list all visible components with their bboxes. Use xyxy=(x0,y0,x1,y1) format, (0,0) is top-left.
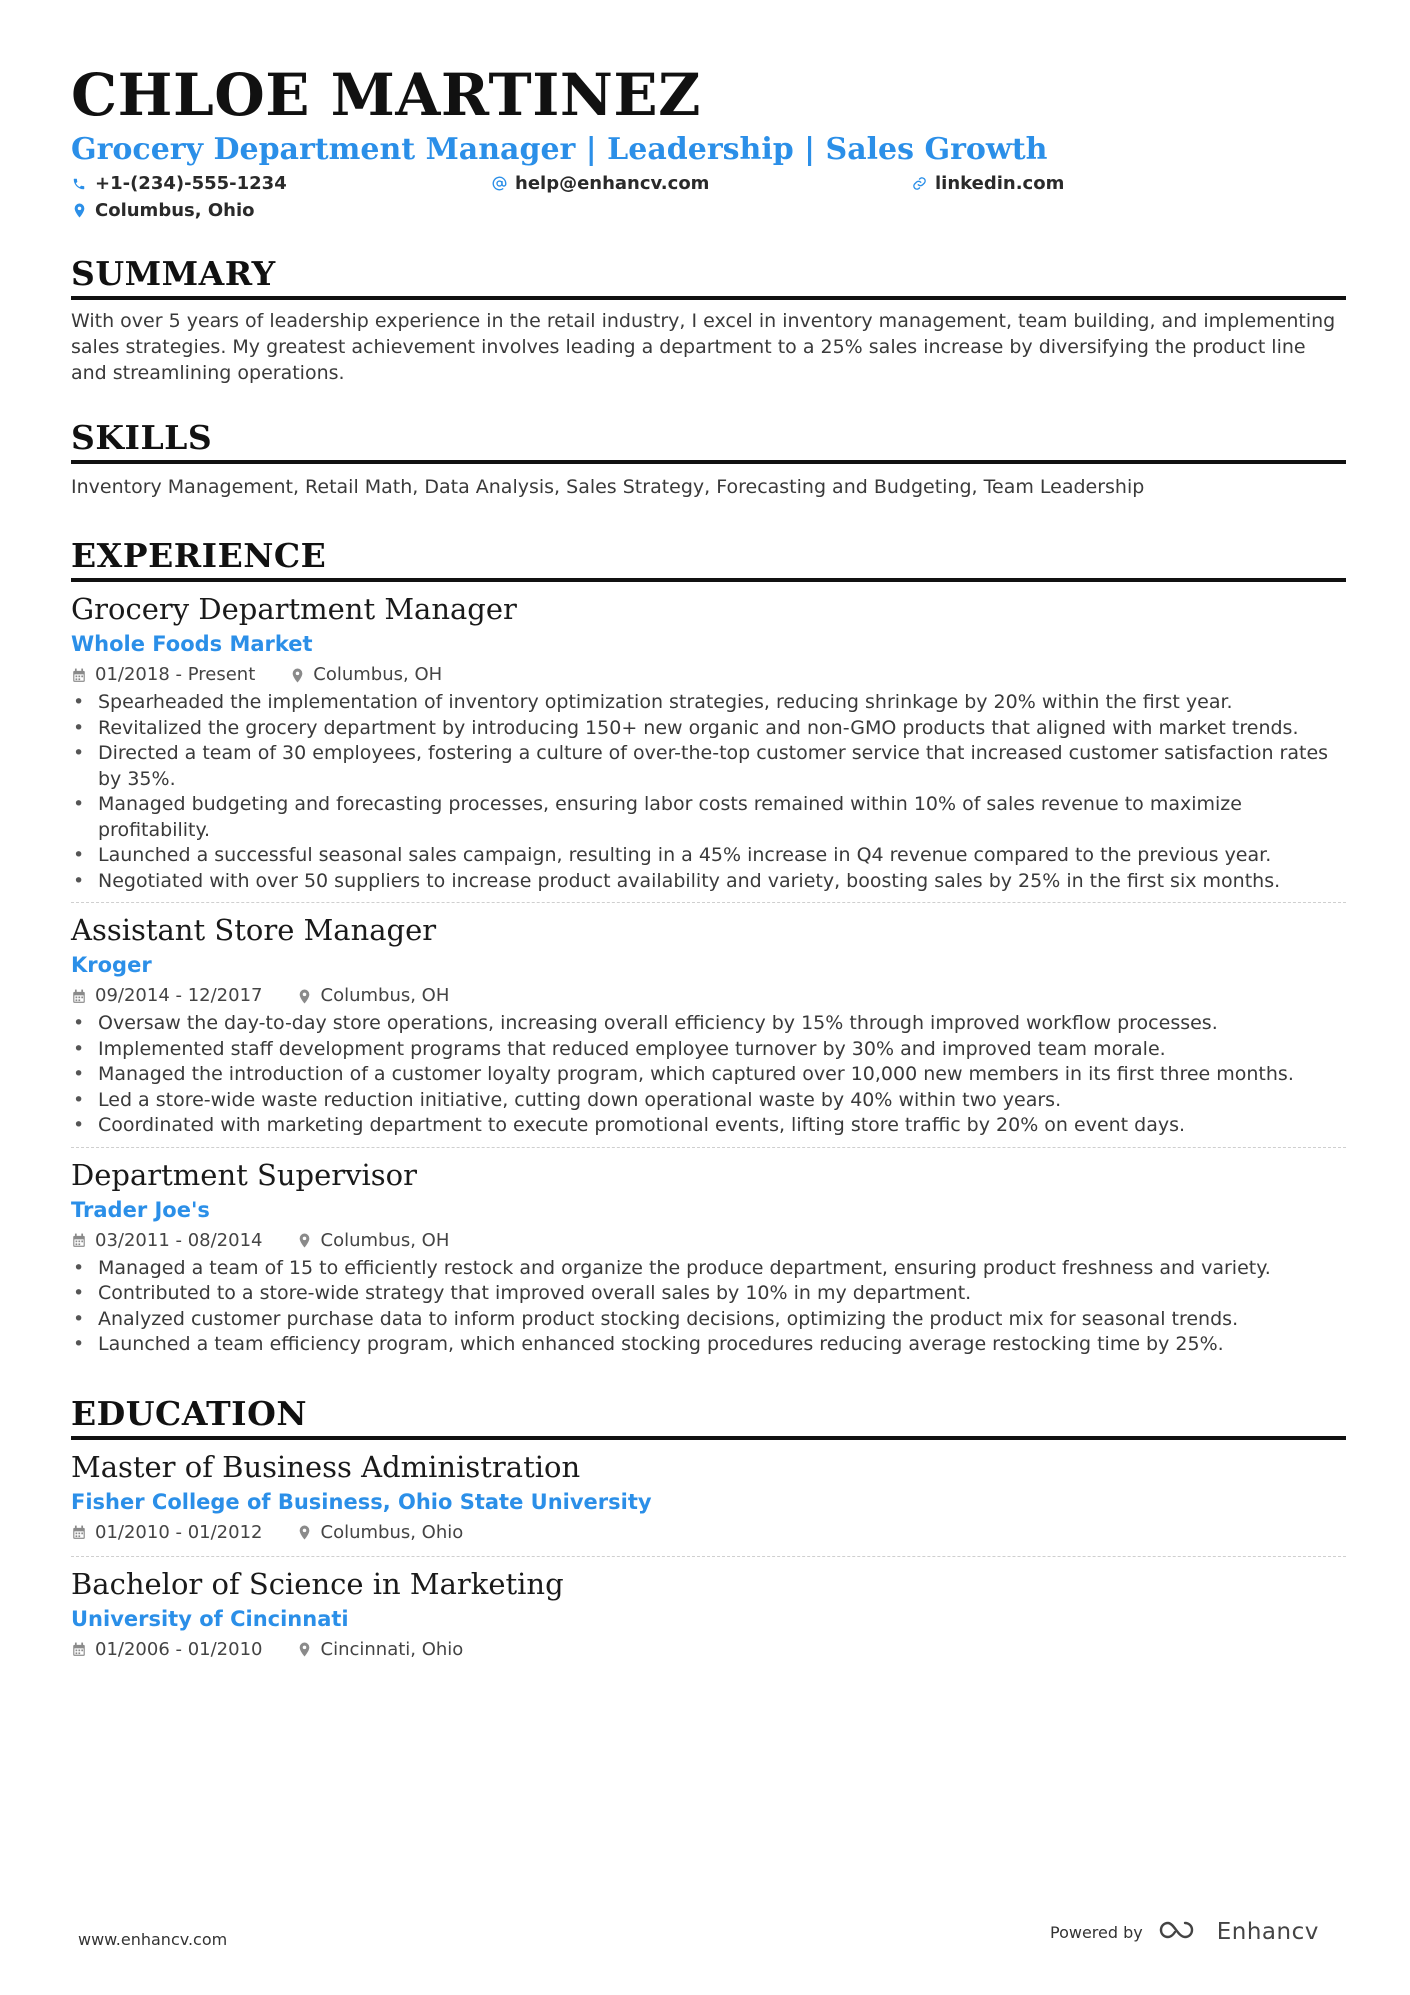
education-entry xyxy=(71,1565,1346,1665)
footer-website[interactable]: www.enhancv.com xyxy=(78,1930,228,1949)
job-meta xyxy=(71,660,1346,690)
entry-divider xyxy=(71,1147,1346,1148)
entry-divider xyxy=(71,1556,1346,1557)
linkedin-text[interactable]: linkedin.com xyxy=(935,173,1065,194)
bullet-item: • Analyzed customer purchase data to inform product stocking decisions, optimizing the product mix for seasonal trends. xyxy=(71,1307,1346,1333)
bullet-item: • Managed the introduction of a customer loyalty program, which captured over 10,000 new members in its first three months. xyxy=(71,1062,1346,1088)
school-name: Fisher College of Business, Ohio State University xyxy=(71,1489,652,1514)
job-bullets xyxy=(71,690,1346,894)
contact-row xyxy=(71,170,1346,197)
education-dates: 01/2006 - 01/2010 xyxy=(95,1638,263,1660)
skills-text: Inventory Management, Retail Math, Data Analysis, Sales Strategy, Forecasting and Budgeting, Team Leadership xyxy=(71,476,1145,498)
job-title: Department Supervisor xyxy=(71,1157,417,1192)
location-pin-icon xyxy=(71,203,87,219)
summary-title: SUMMARY xyxy=(71,254,276,293)
bullet-item: • Implemented staff development programs that reduced employee turnover by 30% and improved team morale. xyxy=(71,1037,1346,1063)
calendar-icon xyxy=(71,1525,87,1541)
bullet-item: • Managed budgeting and forecasting processes, ensuring labor costs remained within 10% of sales revenue to maximize profitability. xyxy=(71,792,1346,843)
email-text[interactable]: help@enhancv.com xyxy=(515,173,710,194)
job-location: Columbus, OH xyxy=(320,985,450,1006)
education-location: Columbus, Ohio xyxy=(320,1521,464,1543)
bullet-item: • Coordinated with marketing department to execute promotional events, lifting store traffic by 20% on event days. xyxy=(71,1113,1346,1139)
job-dates: 09/2014 - 12/2017 xyxy=(95,985,263,1006)
location-pin-icon xyxy=(297,1525,313,1541)
contact-linkedin[interactable] xyxy=(911,170,1064,197)
bullet-item: • Contributed to a store-wide strategy that improved overall sales by 10% in my department. xyxy=(71,1281,1346,1307)
calendar-icon xyxy=(71,667,87,683)
link-icon xyxy=(911,176,927,192)
company-name: Whole Foods Market xyxy=(71,632,313,656)
experience-entry xyxy=(71,1156,1346,1358)
company-name: Trader Joe's xyxy=(71,1197,210,1222)
resume-page xyxy=(71,58,1346,1665)
contact-location xyxy=(71,197,255,224)
bullet-item: • Spearheaded the implementation of inventory optimization strategies, reducing shrinkage by 20% within the first year. xyxy=(71,690,1346,716)
location-pin-icon xyxy=(297,1233,313,1249)
section-divider xyxy=(71,1436,1346,1440)
candidate-name: CHLOE MARTINEZ xyxy=(71,61,701,129)
education-dates: 01/2010 - 01/2012 xyxy=(95,1521,263,1543)
education-meta xyxy=(71,1518,1346,1548)
bullet-item: • Launched a team efficiency program, which enhanced stocking procedures reducing average restocking time by 25%. xyxy=(71,1332,1346,1358)
education-meta xyxy=(71,1635,1346,1665)
education-section xyxy=(71,1394,1346,1665)
bullet-item: • Directed a team of 30 employees, fostering a culture of over-the-top customer service that increased customer satisfaction rates by 35%. xyxy=(71,741,1346,792)
location-pin-icon xyxy=(297,1642,313,1658)
job-location: Columbus, OH xyxy=(313,664,443,685)
contact-row-2 xyxy=(71,197,1346,224)
calendar-icon xyxy=(71,988,87,1004)
job-meta xyxy=(71,1226,1346,1256)
bullet-item: • Oversaw the day-to-day store operations, increasing overall efficiency by 15% through improved workflow processes. xyxy=(71,1011,1346,1037)
footer-branding xyxy=(1050,1918,1319,1946)
bullet-item: • Led a store-wide waste reduction initiative, cutting down operational waste by 40% within two years. xyxy=(71,1088,1346,1114)
at-icon xyxy=(491,176,507,192)
section-divider xyxy=(71,578,1346,582)
phone-icon xyxy=(71,176,87,192)
degree-title: Bachelor of Science in Marketing xyxy=(71,1566,564,1601)
calendar-icon xyxy=(71,1233,87,1249)
degree-title: Master of Business Administration xyxy=(71,1449,581,1484)
summary-section xyxy=(71,254,1346,386)
powered-by-text: Powered by xyxy=(1050,1922,1143,1942)
bullet-item: • Launched a successful seasonal sales campaign, resulting in a 45% increase in Q4 revenue compared to the previous year. xyxy=(71,843,1346,869)
job-title: Assistant Store Manager xyxy=(71,913,437,947)
experience-title: EXPERIENCE xyxy=(71,536,327,575)
job-dates: 01/2018 - Present xyxy=(95,664,256,685)
experience-entry xyxy=(71,911,1346,1139)
experience-entry xyxy=(71,590,1346,894)
job-dates: 03/2011 - 08/2014 xyxy=(95,1229,263,1251)
school-name: University of Cincinnati xyxy=(71,1606,349,1631)
job-location: Columbus, OH xyxy=(320,1229,450,1251)
education-title: EDUCATION xyxy=(71,1393,308,1433)
entry-divider xyxy=(71,902,1346,903)
summary-text: With over 5 years of leadership experience in the retail industry, I excel in inventory management, team building, and implementing sales strategies. My greatest achievement involves leading a department to a 25% sales increase by diversifying the product line and streamlining operations. xyxy=(71,310,1336,384)
job-meta xyxy=(71,981,1346,1011)
contact-phone xyxy=(71,170,491,197)
company-name: Kroger xyxy=(71,953,152,977)
section-divider xyxy=(71,296,1346,300)
brand-name: Enhancv xyxy=(1216,1919,1319,1945)
location-pin-icon xyxy=(297,988,313,1004)
bullet-item: • Negotiated with over 50 suppliers to increase product availability and variety, boosting sales by 25% in the first six months. xyxy=(71,869,1346,895)
contact-email[interactable] xyxy=(491,170,911,197)
enhancv-logo-icon xyxy=(1157,1918,1203,1946)
section-divider xyxy=(71,460,1346,464)
bullet-item: • Managed a team of 15 to efficiently restock and organize the produce department, ensuring product freshness and variety. xyxy=(71,1256,1346,1282)
bullet-item: • Revitalized the grocery department by introducing 150+ new organic and non-GMO products that aligned with market trends. xyxy=(71,716,1346,742)
education-location: Cincinnati, Ohio xyxy=(320,1638,464,1660)
phone-text: +1-(234)-555-1234 xyxy=(95,173,287,194)
education-entry xyxy=(71,1448,1346,1548)
candidate-headline: Grocery Department Manager | Leadership | Sales Growth xyxy=(71,132,1048,167)
skills-title: SKILLS xyxy=(71,418,213,457)
job-title: Grocery Department Manager xyxy=(71,592,517,626)
skills-section xyxy=(71,418,1346,502)
calendar-icon xyxy=(71,1642,87,1658)
job-bullets xyxy=(71,1011,1346,1139)
experience-section xyxy=(71,536,1346,1358)
location-pin-icon xyxy=(289,667,305,683)
location-text: Columbus, Ohio xyxy=(95,200,255,221)
job-bullets xyxy=(71,1256,1346,1358)
